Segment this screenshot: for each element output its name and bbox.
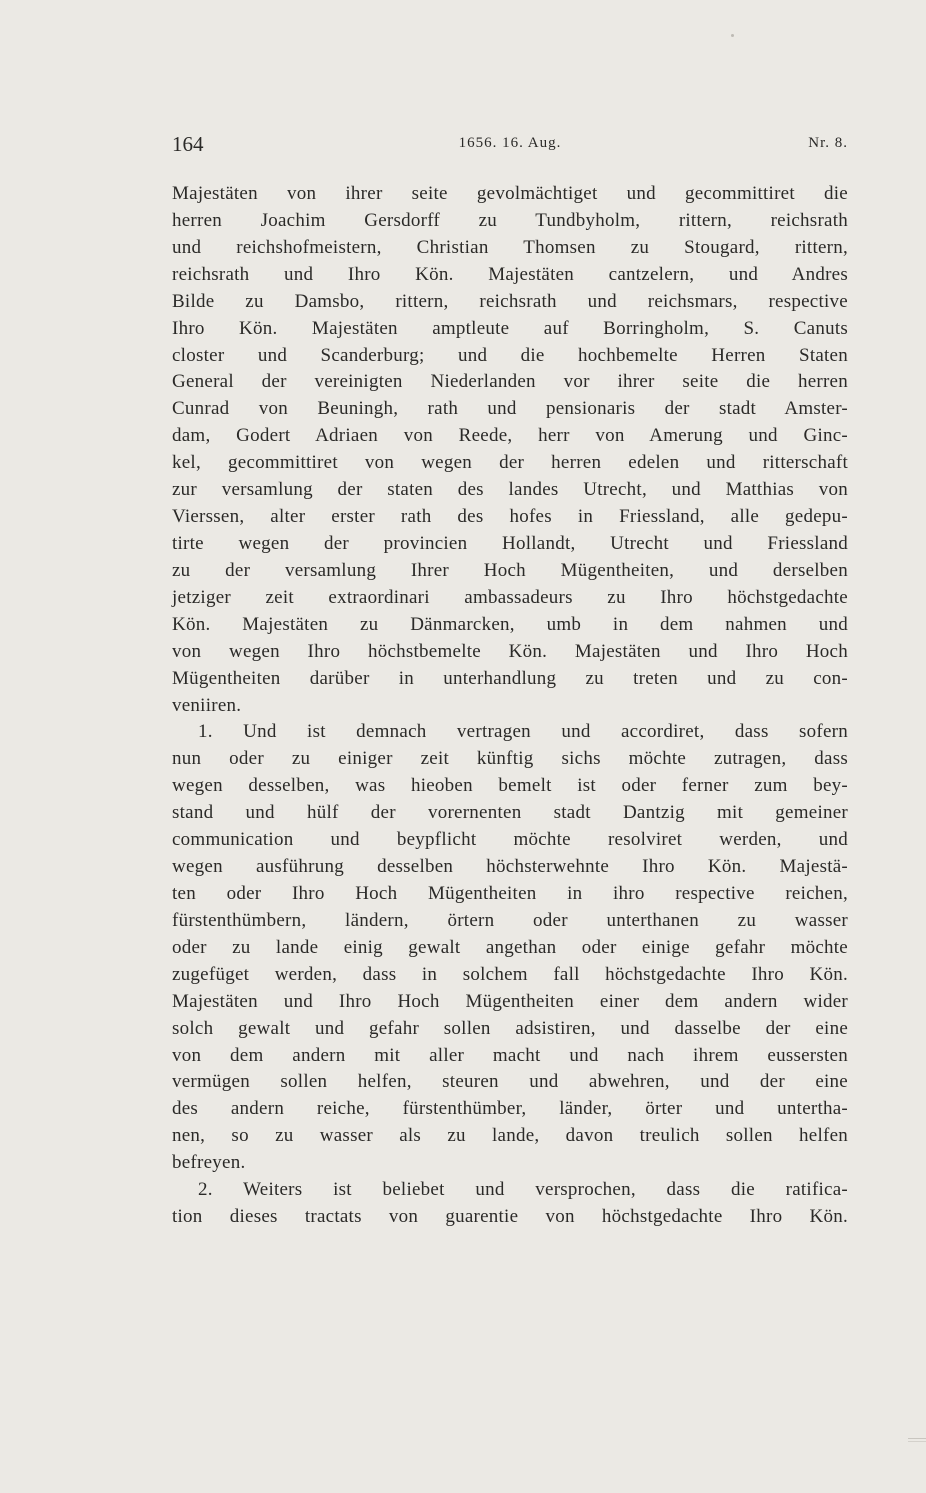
text-line: zugefüget werden, dass in solchem fall höchstgedachte Ihro Kön. <box>172 963 848 985</box>
text-line: communication und beypflicht möchte resolviret werden, und <box>172 829 848 851</box>
text-line: von dem andern mit aller macht und nach ihrem eussersten <box>172 1044 848 1066</box>
text-line: zur versamlung der staten des landes Utrecht, und Matthias von <box>172 479 848 501</box>
text-line: reichsrath und Ihro Kön. Majestäten cantzelern, und Andres <box>172 263 848 285</box>
text-line: und reichshofmeistern, Christian Thomsen zu Stougard, rittern, <box>172 236 848 258</box>
text-line: tion dieses tractats von guarentie von höchstgedachte Ihro Kön. <box>172 1206 848 1228</box>
text-line: General der vereinigten Niederlanden vor ihrer seite die herren <box>172 371 848 393</box>
text-line: nen, so zu wasser als zu lande, davon treulich sollen helfen <box>172 1125 848 1147</box>
text-line: wegen desselben, was hieoben bemelt ist oder ferner zum bey- <box>172 775 848 797</box>
text-line: von wegen Ihro höchstbemelte Kön. Majestäten und Ihro Hoch <box>172 640 848 662</box>
text-line: Bilde zu Damsbo, rittern, reichsrath und reichsmars, respective <box>172 290 848 312</box>
text-line: 2. Weiters ist beliebet und versprochen, dass die ratifica- <box>198 1179 848 1201</box>
header-date: 1656. 16. Aug. <box>458 135 562 151</box>
page-number: 164 <box>172 132 204 156</box>
text-line: veniiren. <box>172 694 242 716</box>
text-line: jetziger zeit extraordinari ambassadeurs zu Ihro höchstgedachte <box>172 586 848 608</box>
text-line: herren Joachim Gersdorff zu Tundbyholm, rittern, reichsrath <box>172 209 848 231</box>
page-edge-mark <box>908 1441 926 1442</box>
text-line: Vierssen, alter erster rath des hofes in Friessland, alle gedepu- <box>172 506 848 528</box>
text-line: stand und hülf der vorernenten stadt Dantzig mit gemeiner <box>172 802 848 824</box>
paper-speck <box>731 34 734 37</box>
text-line: wegen ausführung desselben höchsterwehnte Ihro Kön. Majestä- <box>172 856 848 878</box>
text-line: nun oder zu einiger zeit künftig sichs möchte zutragen, dass <box>172 748 848 770</box>
text-line: des andern reiche, fürstenthümber, länder, örter und untertha- <box>172 1098 848 1120</box>
text-line: Majestäten und Ihro Hoch Mügentheiten einer dem andern wider <box>172 990 848 1012</box>
text-line: vermügen sollen helfen, steuren und abwehren, und der eine <box>172 1071 848 1093</box>
text-line: befreyen. <box>172 1152 246 1174</box>
body-text <box>172 181 848 1231</box>
text-line: Majestäten von ihrer seite gevolmächtiget und gecommittiret die <box>172 183 848 204</box>
text-line: tirte wegen der provincien Hollandt, Utrecht und Friessland <box>172 532 848 554</box>
page-edge-mark <box>908 1438 926 1439</box>
text-line: solch gewalt und gefahr sollen adsistiren, und dasselbe der eine <box>172 1017 848 1039</box>
text-line: closter und Scanderburg; und die hochbemelte Herren Staten <box>172 344 848 366</box>
text-line: zu der versamlung Ihrer Hoch Mügentheiten, und derselben <box>172 559 848 581</box>
text-line: kel, gecommittiret von wegen der herren edelen und ritterschaft <box>172 452 848 474</box>
document-number: Nr. 8. <box>808 135 848 151</box>
text-line: ten oder Ihro Hoch Mügentheiten in ihro respective reichen, <box>172 882 848 904</box>
text-line: Kön. Majestäten zu Dänmarcken, umb in dem nahmen und <box>172 613 848 635</box>
text-line: dam, Godert Adriaen von Reede, herr von Amerung und Ginc- <box>172 425 848 447</box>
text-line: Ihro Kön. Majestäten amptleute auf Borringholm, S. Canuts <box>172 317 848 339</box>
text-line: fürstenthümbern, ländern, örtern oder unterthanen zu wasser <box>172 909 848 931</box>
running-header <box>172 132 848 158</box>
text-line: Cunrad von Beuningh, rath und pensionaris der stadt Amster- <box>172 398 848 420</box>
text-line: oder zu lande einig gewalt angethan oder einige gefahr möchte <box>172 936 848 958</box>
text-line: Mügentheiten darüber in unterhandlung zu treten und zu con- <box>172 667 848 689</box>
text-line: 1. Und ist demnach vertragen und accordiret, dass sofern <box>198 721 848 743</box>
